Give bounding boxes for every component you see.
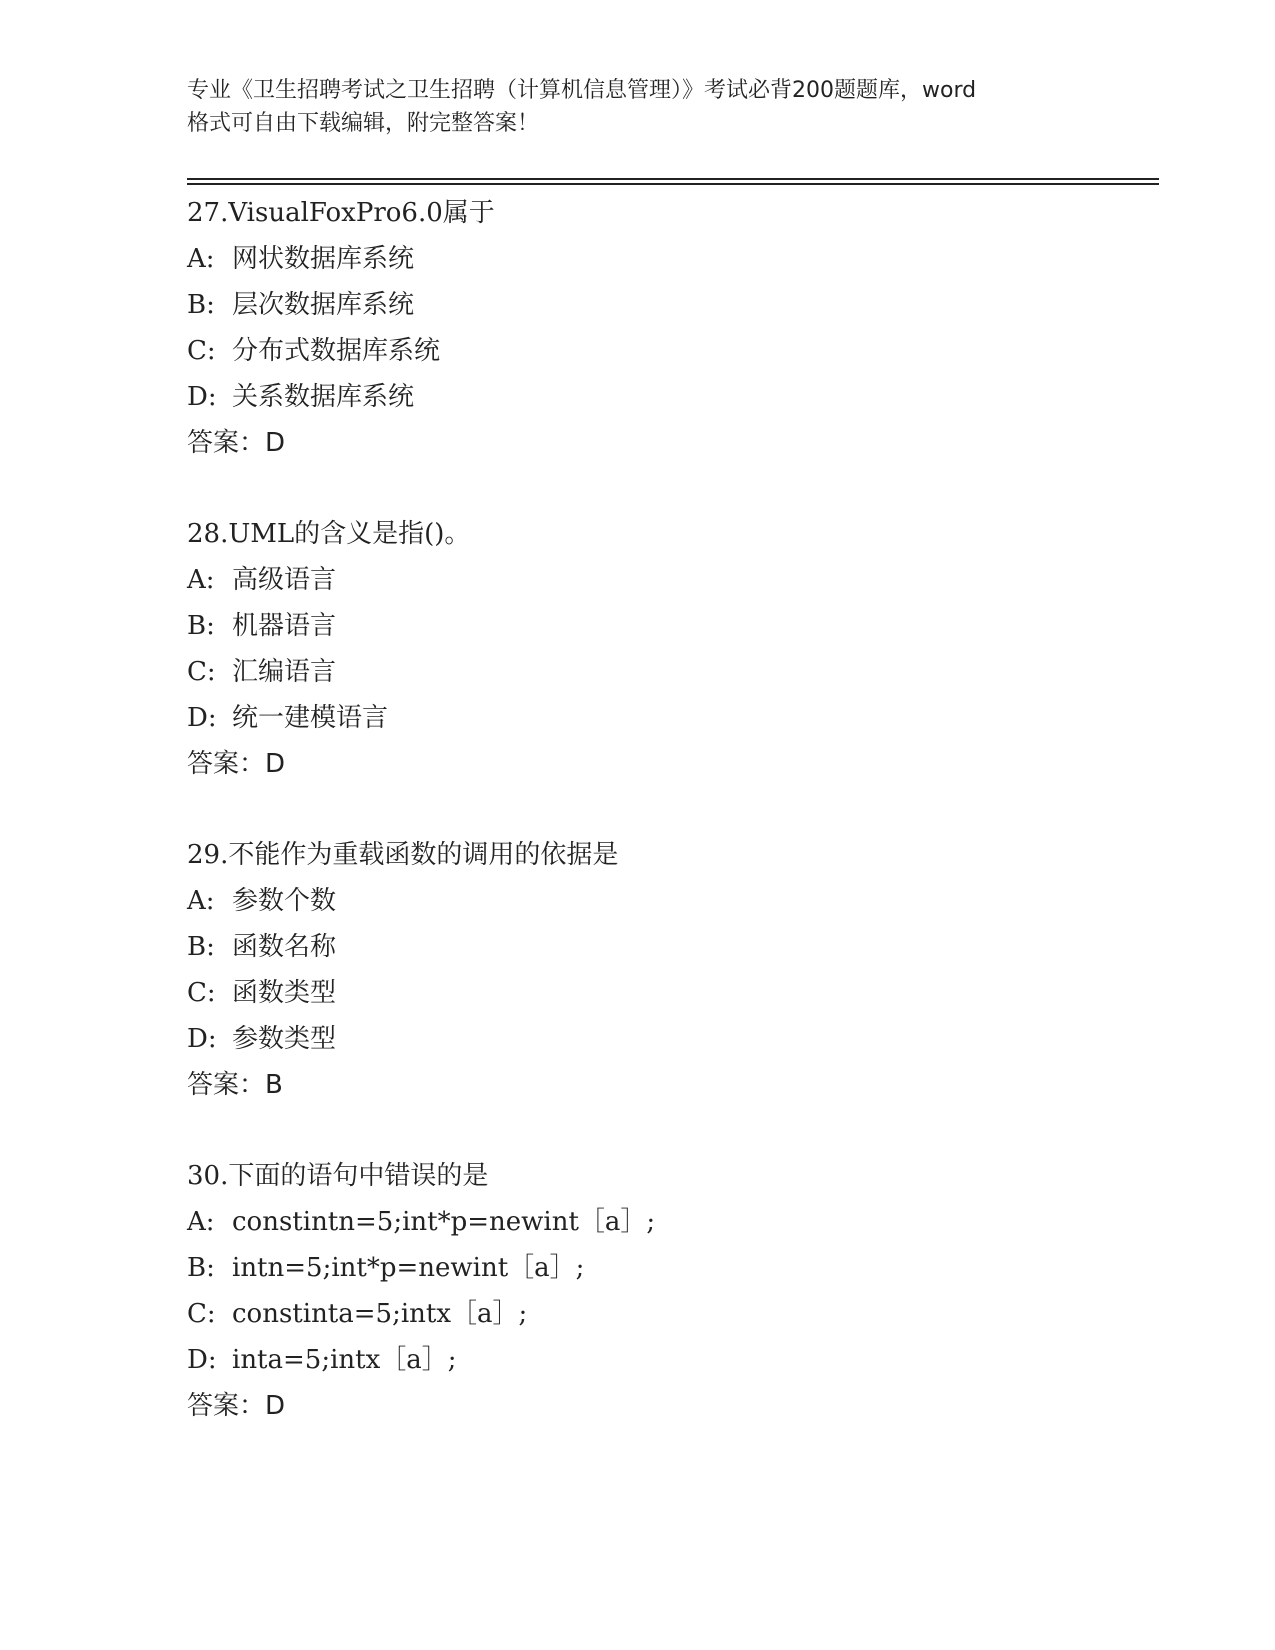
option-b bbox=[187, 1245, 1147, 1291]
option-text: 汇编语言 bbox=[232, 657, 337, 687]
option-a bbox=[187, 236, 1147, 282]
option-text: inta=5;intx［a］; bbox=[232, 1345, 457, 1375]
option-c bbox=[187, 970, 1147, 1016]
option-text: 参数类型 bbox=[232, 1024, 337, 1054]
option-letter: B: bbox=[187, 290, 215, 320]
option-text: constintn=5;int*p=newint［a］; bbox=[232, 1207, 656, 1237]
option-d bbox=[187, 374, 1147, 420]
option-d bbox=[187, 1337, 1147, 1383]
header-line-1: 专业《卫生招聘考试之卫生招聘（计算机信息管理）》考试必背200题题库，word bbox=[187, 78, 977, 103]
question-30 bbox=[187, 1153, 1147, 1429]
question-29 bbox=[187, 832, 1147, 1108]
question-stem: 30.下面的语句中错误的是 bbox=[187, 1161, 489, 1191]
question-stem: 28.UML的含义是指()。 bbox=[187, 519, 471, 549]
option-text: 函数类型 bbox=[232, 978, 337, 1008]
option-text: 层次数据库系统 bbox=[232, 290, 415, 320]
option-letter: B: bbox=[187, 932, 215, 962]
option-text: 分布式数据库系统 bbox=[232, 336, 441, 366]
question-stem: 27.VisualFoxPro6.0属于 bbox=[187, 198, 495, 228]
answer-line: 答案：D bbox=[187, 1391, 286, 1421]
option-letter: C: bbox=[187, 978, 216, 1008]
option-text: 高级语言 bbox=[232, 565, 337, 595]
option-letter: B: bbox=[187, 611, 215, 641]
option-a bbox=[187, 1199, 1147, 1245]
option-d bbox=[187, 1016, 1147, 1062]
option-text: 机器语言 bbox=[232, 611, 337, 641]
option-letter: D: bbox=[187, 703, 217, 733]
option-a bbox=[187, 557, 1147, 603]
option-text: 参数个数 bbox=[232, 886, 337, 916]
option-letter: A: bbox=[187, 1207, 215, 1237]
option-c bbox=[187, 1291, 1147, 1337]
option-letter: A: bbox=[187, 565, 215, 595]
option-text: 统一建模语言 bbox=[232, 703, 389, 733]
option-letter: C: bbox=[187, 336, 216, 366]
option-c bbox=[187, 328, 1147, 374]
option-letter: D: bbox=[187, 1345, 217, 1375]
question-27 bbox=[187, 190, 1147, 466]
option-b bbox=[187, 603, 1147, 649]
option-a bbox=[187, 878, 1147, 924]
option-letter: D: bbox=[187, 1024, 217, 1054]
question-28 bbox=[187, 511, 1147, 787]
option-text: intn=5;int*p=newint［a］; bbox=[232, 1253, 585, 1283]
option-b bbox=[187, 282, 1147, 328]
option-text: 网状数据库系统 bbox=[232, 244, 415, 274]
question-stem: 29.不能作为重载函数的调用的依据是 bbox=[187, 840, 619, 870]
header-divider-top bbox=[187, 178, 1159, 180]
option-c bbox=[187, 649, 1147, 695]
option-letter: A: bbox=[187, 244, 215, 274]
document-header bbox=[187, 74, 1087, 140]
option-text: constinta=5;intx［a］; bbox=[232, 1299, 528, 1329]
option-text: 关系数据库系统 bbox=[232, 382, 415, 412]
option-letter: C: bbox=[187, 657, 216, 687]
header-line-2: 格式可自由下载编辑，附完整答案！ bbox=[187, 111, 540, 136]
answer-line: 答案：D bbox=[187, 428, 286, 458]
option-letter: A: bbox=[187, 886, 215, 916]
header-divider-bottom bbox=[187, 183, 1159, 185]
option-b bbox=[187, 924, 1147, 970]
option-letter: C: bbox=[187, 1299, 216, 1329]
option-letter: B: bbox=[187, 1253, 215, 1283]
answer-line: 答案：D bbox=[187, 749, 286, 779]
option-text: 函数名称 bbox=[232, 932, 337, 962]
option-d bbox=[187, 695, 1147, 741]
answer-line: 答案：B bbox=[187, 1070, 283, 1100]
option-letter: D: bbox=[187, 382, 217, 412]
